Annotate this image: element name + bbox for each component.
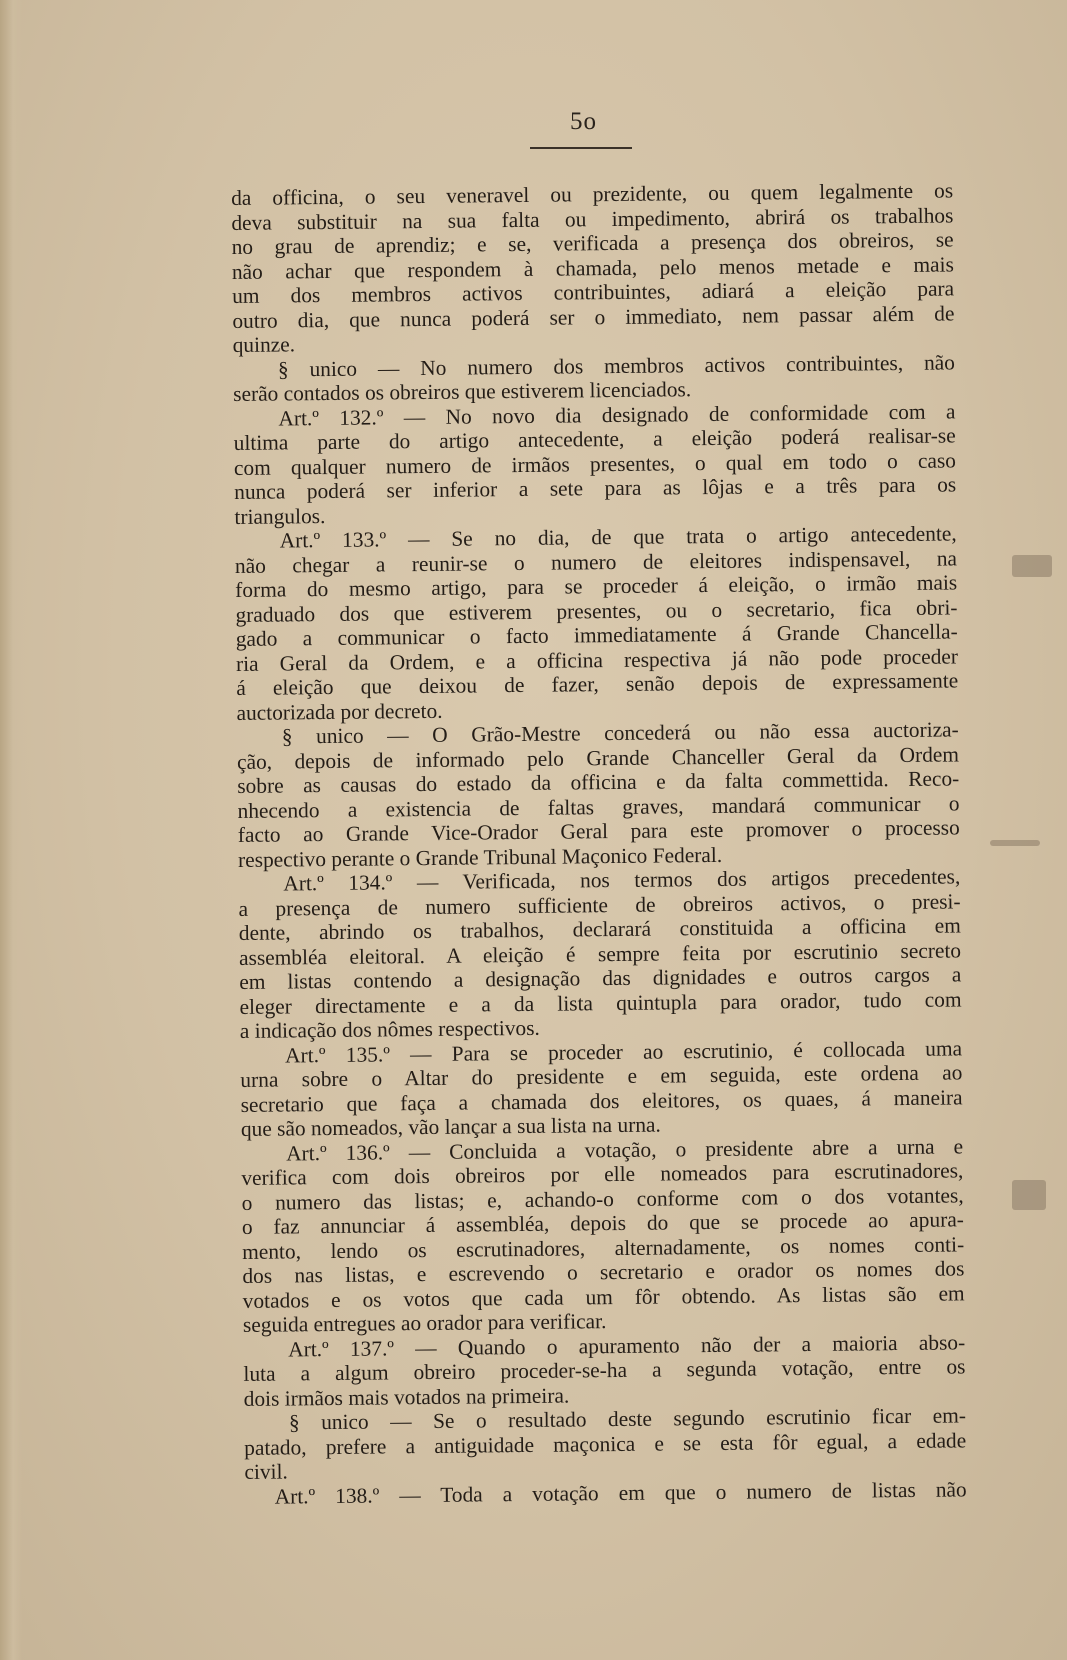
text-line: civil. [244, 1459, 288, 1484]
text-line: deva substituir na sua falta ou impedimento, abrirá os trabalhos [231, 202, 954, 235]
text-line: Art.º 138.º — Toda a votação em que o numero de listas não [274, 1476, 967, 1509]
text-line: outro dia, que nunca poderá ser o immediato, nem passar além de [232, 300, 955, 333]
text-line: respectivo perante o Grande Tribunal Maçonico Federal. [237, 842, 723, 872]
text-line: a presença de numero sufficiente de obreiros activos, o presi- [238, 888, 961, 921]
text-line: nhecendo a existencia de faltas graves, mandará communicar o [237, 790, 960, 823]
text-line: Art.º 134.º — Verificada, nos termos dos artigos precedentes, [283, 864, 961, 896]
text-line: dente, abrindo os trabalhos, declarará constituida a officina em [238, 913, 961, 945]
text-line: Art.º 136.º — Concluida a votação, o presidente abre a urna e [286, 1133, 964, 1165]
text-line: seguida entregues ao orador para verificar. [242, 1309, 607, 1337]
text-line: facto ao Grande Vice-Orador Geral para este promover o processo [237, 815, 960, 847]
text-line: quinze. [232, 332, 296, 357]
margin-stain [990, 840, 1040, 846]
text-line: graduado dos que estiverem presentes, ou o secretario, fica obri- [235, 594, 958, 627]
margin-stain [1012, 1180, 1046, 1210]
text-line: forma do mesmo artigo, para se proceder á eleição, o irmão mais [235, 570, 958, 602]
text-line: luta a algum obreiro proceder-se-ha a segunda votação, entre os [243, 1354, 966, 1386]
margin-stain [1012, 555, 1052, 577]
text-line: que são nomeados, vão lançar a sua lista na urna. [240, 1112, 661, 1141]
text-line: § unico — Se o resultado deste segundo escrutinio ficar em- [288, 1403, 967, 1435]
page-number [0, 108, 1067, 136]
text-line: no grau de aprendiz; e se, verificada a presença dos obreiros, se [231, 227, 954, 259]
text-line: Art.º 133.º — Se no dia, de que trata o artigo antecedente, [279, 521, 957, 553]
text-line: sobre as causas do estado da officina e da falta commettida. Reco- [237, 766, 960, 798]
text-line: verifica com dois obreiros por elle nomeados para escrutinadores, [241, 1158, 964, 1190]
text-line: serão contados os obreiros que estiverem licenciados. [233, 377, 692, 406]
page-edge-shadow [0, 0, 22, 1660]
text-line: Art.º 137.º — Quando o apuramento não der a maioria abso- [288, 1329, 966, 1361]
text-line: ria Geral da Ordem, e a officina respectiva já não pode proceder [235, 643, 959, 676]
text-line: urna sobre o Altar do presidente e em seguida, este ordena ao [240, 1060, 963, 1092]
body-text [231, 178, 967, 1508]
text-line: secretario que faça a chamada dos eleitores, os quaes, á maneira [240, 1084, 963, 1117]
text-line: dois irmãos mais votados na primeira. [243, 1383, 570, 1411]
text-line: patado, prefere a antiguidade maçonica e se esta fôr egual, a edade [244, 1427, 967, 1460]
text-line: ção, depois de informado pelo Grande Chanceller Geral da Ordem [236, 741, 960, 774]
header-rule [530, 147, 632, 149]
text-line: assembléa eleitoral. A eleição é sempre feita por escrutinio secreto [238, 937, 962, 970]
text-line: gado a communicar o facto immediatamente á Grande Chancella- [235, 619, 958, 651]
text-line: § unico — No numero dos membros activos contribuintes, não [277, 349, 956, 382]
text-line: á eleição que deixou de fazer, senão depois de expressamente [236, 668, 959, 700]
text-line: Art.º 135.º — Para se proceder ao escrutinio, é collocada uma [284, 1035, 963, 1067]
text-line: auctorizada por decreto. [236, 698, 443, 725]
page-number-text: 5o [570, 108, 597, 135]
text-line: votados e os votos que cada um fôr obtendo. As listas são em [242, 1280, 965, 1313]
text-line: triangulos. [234, 503, 326, 529]
text-line: um dos membros activos contribuintes, adiará a eleição para [232, 276, 955, 308]
text-line: o faz annunciar á assembléa, depois do que se procede ao apura- [241, 1207, 964, 1239]
text-line: com qualquer numero de irmãos presentes, o qual em todo o caso [233, 447, 957, 480]
text-line: § unico — O Grão-Mestre concederá ou não essa auctoriza- [281, 717, 959, 749]
text-line: eleger directamente e a da lista quintupla para orador, tudo com [239, 986, 962, 1019]
text-line: em listas contendo a designação das dignidades e outros cargos a [239, 962, 962, 994]
text-line: dos nas listas, e escrevendo o secretario e orador os nomes dos [242, 1256, 965, 1288]
text-line: ultima parte do artigo antecedente, a eleição poderá realisar-se [233, 423, 956, 455]
text-line: mento, lendo os escrutinadores, alternadamente, os nomes conti- [242, 1231, 965, 1264]
text-line: o numero das listas; e, achando-o conforme com o dos votantes, [241, 1182, 964, 1215]
text-line: da officina, o seu veneravel ou prezidente, ou quem legalmente os [231, 178, 954, 210]
text-line: não achar que respondem à chamada, pelo menos metade e mais [231, 251, 954, 284]
text-line: não chegar a reunir-se o numero de eleitores indispensavel, na [234, 545, 958, 578]
text-line: nunca poderá ser inferior a sete para as lôjas e a três para os [234, 472, 957, 504]
text-line: Art.º 132.º — No novo dia designado de conformidade com a [278, 398, 956, 431]
text-line: a indicação dos nômes respectivos. [239, 1015, 540, 1043]
